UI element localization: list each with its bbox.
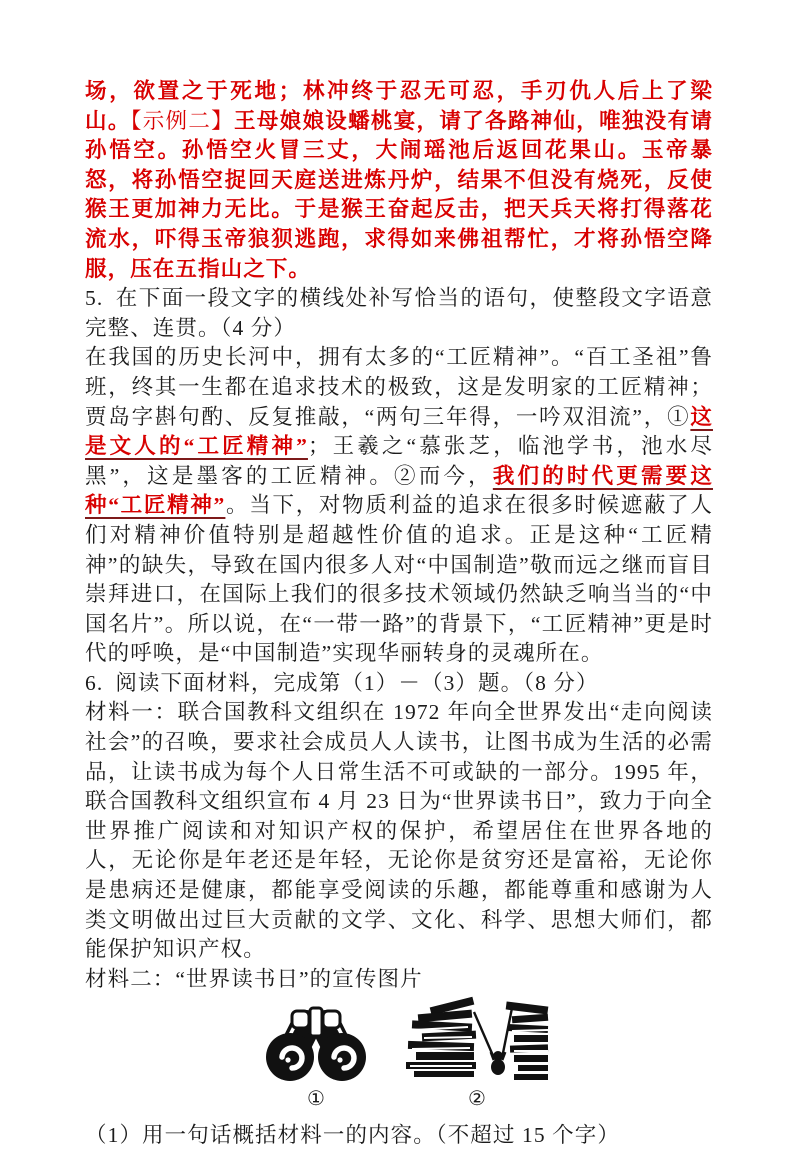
passage-text-4: 。当下，对物质利益的追求在很多时候遮蔽了人们对精神价值特别是超越性价值的追求。正是这种“工匠精神”的缺失，导致在国内很多人对“中国制造”敬而远之继而盲目崇拜进口，在国际上我们的很多技术领域仍然缺乏响当当的“中国名片”。所以说，在“一带一路”的背景下，“工匠精神”更是时代的呼唤，是“中国制造”实现华丽转身的灵魂所在。: [85, 493, 714, 666]
example1-continuation-text: 场，欲置之于死地；林冲终于忍无可忍，手刃仇人后上了梁山。: [85, 79, 713, 133]
example2-text: 王母娘娘设蟠桃宴，请了各路神仙，唯独没有请孙悟空。孙悟空火冒三丈，大闹瑶池后返回花果山。玉帝暴怒，将孙悟空捉回天庭送进炼丹炉，结果不但没有烧死，反使猴王更加神力无比。于是猴王奋起反击，把天兵天将打得落花流水，吓得玉帝狼狈逃跑，求得如来佛祖帮忙，才将孙悟空降服，压在五指山之下。: [85, 108, 713, 281]
question-6-sub-1: （1）用一句话概括材料一的内容。（不超过 15 个字）: [85, 1123, 620, 1148]
question-5-number: 5.: [85, 286, 104, 311]
material2-images-row: [250, 1000, 713, 1113]
circle-2-marker: ②: [394, 463, 419, 488]
passage-text-2: ；王羲之“慕张芝，临池学书，池水尽黑”，这是墨客的工匠精神。: [85, 434, 713, 488]
question-5-passage: [85, 343, 713, 669]
passage-text-3: 而今，: [418, 463, 493, 488]
figure-2: [402, 1000, 552, 1113]
question-6-number: 6.: [85, 670, 104, 695]
passage-text-1: 在我国的历史长河中，拥有太多的“工匠精神”。“百工圣祖”鲁班，终其一生都在追求技术的极致，这是发明家的工匠精神；贾岛字斟句酌、反复推敲，“两句三年得，一吟双泪流”，: [85, 345, 713, 429]
figure-1-label: ①: [307, 1088, 325, 1111]
example2-label: 【示例二】: [130, 108, 234, 133]
question-6-prompt-text: 阅读下面材料，完成第（1）－（3）题。（8 分）: [115, 670, 599, 695]
answer-blank-1: 这是文人的“工匠精神”: [85, 404, 713, 459]
circle-1-marker: ①: [667, 404, 691, 429]
question-6-material-1: 材料一：联合国教科文组织在 1972 年向全世界发出“走向阅读社会”的召唤，要求社会成员人人读书，让图书成为生活的必需品，让读书成为每个人日常生活不可或缺的一部分。1995 年，联合国教科文组织宣布 4 月 23 日为“世界读书日”，致力于向全世界推广阅读和对知识产权的保护，希望居住在世界各地的人，无论你是年老还是年轻，无论你是贫穷还是富裕，无论你是患病还是健康，都能享受阅读的乐趣，都能尊重和感谢为人类文明做出过巨大贡献的文学、文化、科学、思想大师们，都能保护知识产权。: [85, 700, 713, 962]
question-5-prompt-text: 在下面一段文字的横线处补写恰当的语句，使整段文字语意完整、连贯。（4 分）: [85, 286, 713, 340]
question-5-prompt: [85, 284, 713, 343]
figure-2-label: ②: [468, 1088, 486, 1111]
question-6-material-2: 材料二：“世界读书日”的宣传图片: [85, 966, 423, 991]
book-stacks-swing-image: [402, 1000, 552, 1085]
binoculars-scrolls-image: [250, 1005, 382, 1085]
question-6-prompt: [85, 669, 713, 699]
figure-1: [250, 1005, 382, 1113]
paragraph-example-answer: [85, 77, 713, 284]
answer-blank-2: 我们的时代更需要这种“工匠精神”: [85, 463, 713, 518]
